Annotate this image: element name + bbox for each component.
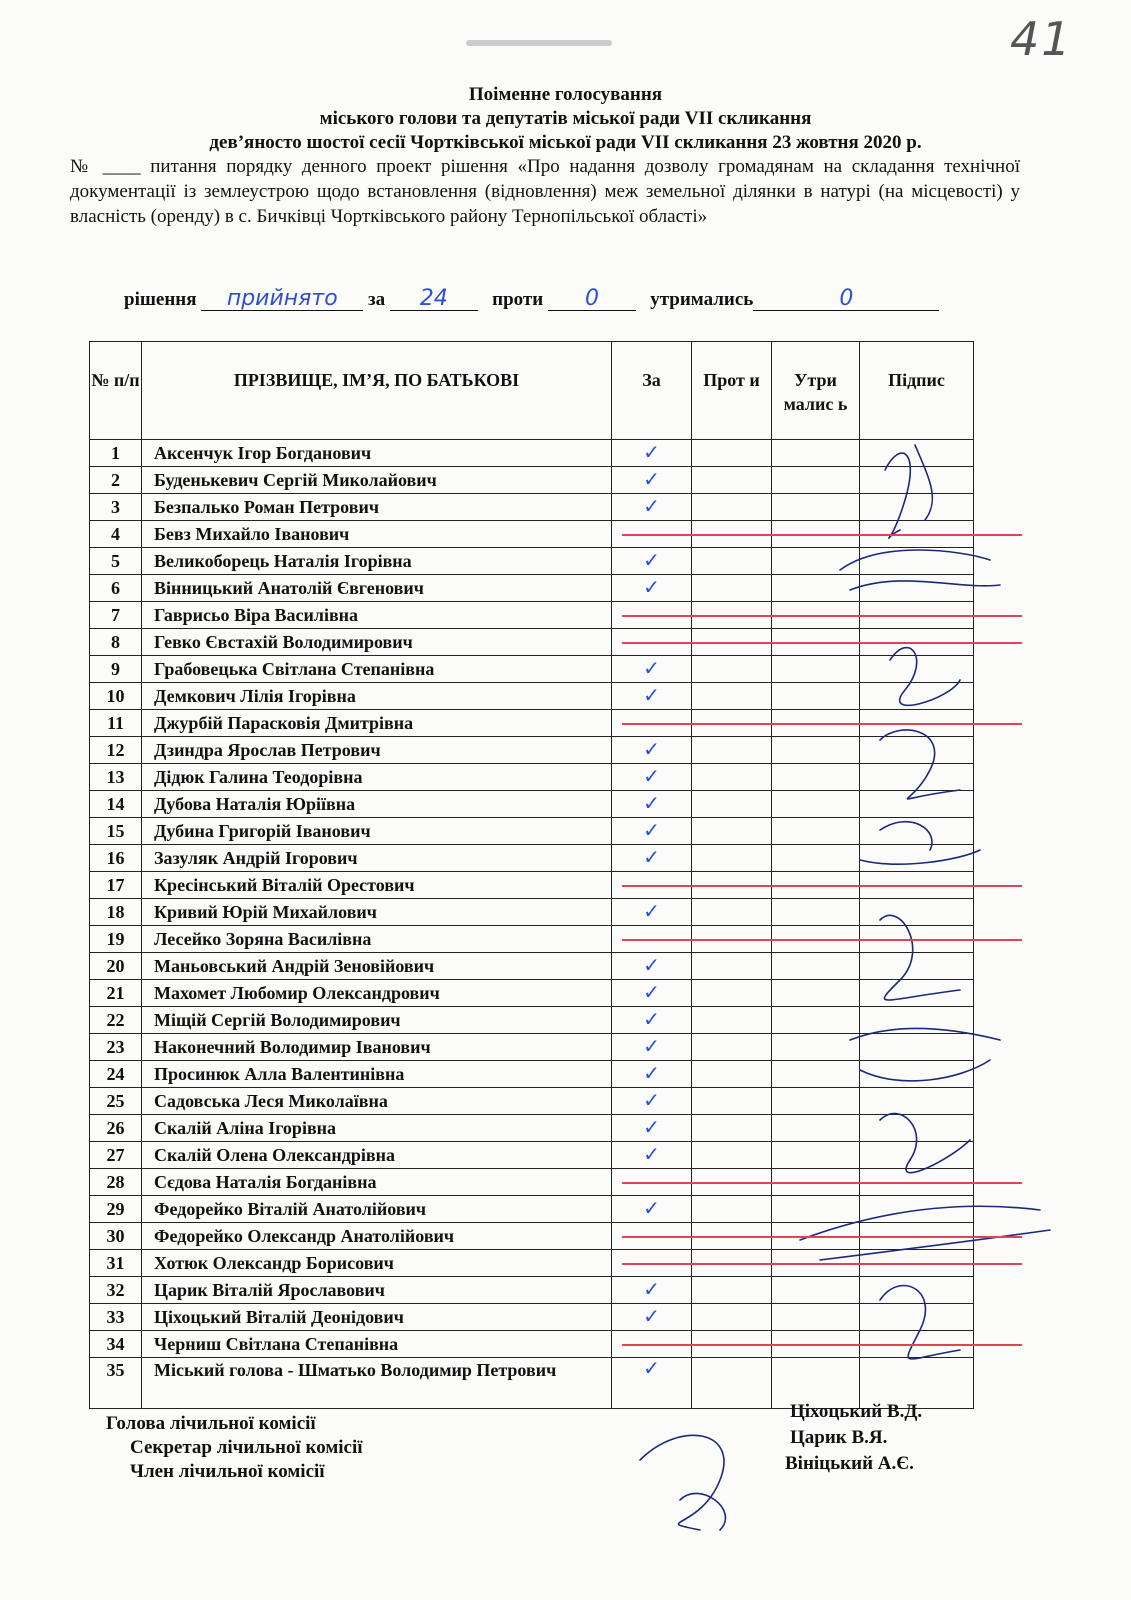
vote-against-cell bbox=[692, 1358, 772, 1409]
col-header-for: За bbox=[612, 342, 692, 440]
signature-cell bbox=[860, 1007, 974, 1034]
vote-against-cell bbox=[692, 1304, 772, 1331]
vote-for-cell bbox=[612, 953, 692, 980]
signature-cell bbox=[860, 980, 974, 1007]
row-number: 10 bbox=[90, 683, 142, 710]
vote-against-cell bbox=[692, 656, 772, 683]
signature-cell bbox=[860, 899, 974, 926]
deputy-name: Хотюк Олександр Борисович bbox=[142, 1250, 612, 1277]
row-number: 33 bbox=[90, 1304, 142, 1331]
table-row bbox=[90, 764, 974, 791]
deputy-name: Міський голова - Шматько Володимир Петрович bbox=[142, 1358, 612, 1409]
row-number: 19 bbox=[90, 926, 142, 953]
table-row bbox=[90, 440, 974, 467]
checkmark-icon: ✓ bbox=[643, 899, 660, 923]
deputy-name: Кресінський Віталій Орестович bbox=[142, 872, 612, 899]
checkmark-icon: ✓ bbox=[643, 1304, 660, 1328]
signature-cell bbox=[860, 494, 974, 521]
session-line: дев’яносто шостої сесії Чортківської міської ради VІІ скликання 23 жовтня 2020 р. bbox=[209, 132, 922, 153]
commission-chair-name: Ціхоцький В.Д. bbox=[790, 1401, 923, 1422]
vote-abstained-cell bbox=[772, 683, 860, 710]
absence-strike-line bbox=[622, 534, 1022, 536]
absence-strike-line bbox=[622, 1182, 1022, 1184]
vote-abstained-cell bbox=[772, 656, 860, 683]
row-number: 29 bbox=[90, 1196, 142, 1223]
deputy-name: Міщій Сергій Володимирович bbox=[142, 1007, 612, 1034]
checkmark-icon: ✓ bbox=[643, 1034, 660, 1058]
row-number: 8 bbox=[90, 629, 142, 656]
row-number: 25 bbox=[90, 1088, 142, 1115]
deputy-name: Зазуляк Андрій Ігорович bbox=[142, 845, 612, 872]
signature-cell bbox=[860, 683, 974, 710]
vote-against-cell bbox=[692, 791, 772, 818]
row-number: 17 bbox=[90, 872, 142, 899]
vote-abstained-cell bbox=[772, 494, 860, 521]
commission-chair-label: Голова лічильної комісії bbox=[106, 1413, 316, 1434]
table-row bbox=[90, 1088, 974, 1115]
signature-cell bbox=[860, 845, 974, 872]
commission-secretary-label: Секретар лічильної комісії bbox=[130, 1437, 363, 1458]
vote-against-cell bbox=[692, 467, 772, 494]
signature-cell bbox=[860, 548, 974, 575]
deputy-name: Гаврисьо Віра Василівна bbox=[142, 602, 612, 629]
checkmark-icon: ✓ bbox=[643, 1196, 660, 1220]
signature-cell bbox=[860, 1061, 974, 1088]
vote-abstained-cell bbox=[772, 980, 860, 1007]
vote-for-cell bbox=[612, 764, 692, 791]
vote-for-cell bbox=[612, 980, 692, 1007]
vote-abstained-cell bbox=[772, 1196, 860, 1223]
against-label: проти bbox=[492, 289, 544, 310]
vote-table bbox=[89, 341, 974, 1409]
vote-abstained-cell bbox=[772, 764, 860, 791]
vote-against-cell bbox=[692, 1034, 772, 1061]
agenda-question: № ____ питання порядку денного проект рішення «Про надання дозволу громадянам на складання технічної документації із землеустрою щодо встановлення (відновлення) меж земельної ділянки в натурі (на місцевості) у власність (оренду) в с. Бичківці Чортківського району Тернопільської області» bbox=[70, 156, 1020, 227]
deputy-name: Черниш Світлана Степанівна bbox=[142, 1331, 612, 1358]
deputy-name: Федорейко Віталій Анатолійович bbox=[142, 1196, 612, 1223]
checkmark-icon: ✓ bbox=[643, 683, 660, 707]
signature-cell bbox=[860, 656, 974, 683]
row-number: 9 bbox=[90, 656, 142, 683]
table-row bbox=[90, 1007, 974, 1034]
checkmark-icon: ✓ bbox=[643, 1007, 660, 1031]
vote-for-cell bbox=[612, 1277, 692, 1304]
vote-against-cell bbox=[692, 1007, 772, 1034]
vote-for-cell bbox=[612, 440, 692, 467]
deputy-name: Дідюк Галина Теодорівна bbox=[142, 764, 612, 791]
table-row bbox=[90, 467, 974, 494]
row-number: 4 bbox=[90, 521, 142, 548]
signature-cell bbox=[860, 791, 974, 818]
signature-cell bbox=[860, 1196, 974, 1223]
table-row bbox=[90, 899, 974, 926]
deputy-name: Федорейко Олександр Анатолійович bbox=[142, 1223, 612, 1250]
checkmark-icon: ✓ bbox=[643, 737, 660, 761]
table-row bbox=[90, 845, 974, 872]
signature-cell bbox=[860, 467, 974, 494]
vote-abstained-cell bbox=[772, 737, 860, 764]
deputy-name: Скалій Олена Олександрівна bbox=[142, 1142, 612, 1169]
page-number: 41 bbox=[1010, 12, 1073, 66]
vote-for-cell bbox=[612, 683, 692, 710]
vote-for-cell bbox=[612, 548, 692, 575]
row-number: 31 bbox=[90, 1250, 142, 1277]
checkmark-icon: ✓ bbox=[643, 575, 660, 599]
vote-against-cell bbox=[692, 845, 772, 872]
checkmark-icon: ✓ bbox=[643, 494, 660, 518]
commission-member-name: Вініцький А.Є. bbox=[785, 1453, 914, 1474]
deputy-name: Скалій Аліна Ігорівна bbox=[142, 1115, 612, 1142]
row-number: 5 bbox=[90, 548, 142, 575]
row-number: 23 bbox=[90, 1034, 142, 1061]
signature-cell bbox=[860, 1034, 974, 1061]
signature-cell bbox=[860, 1277, 974, 1304]
vote-against-cell bbox=[692, 737, 772, 764]
col-header-against: Прот и bbox=[692, 342, 772, 440]
checkmark-icon: ✓ bbox=[643, 1142, 660, 1166]
row-number: 30 bbox=[90, 1223, 142, 1250]
row-number: 11 bbox=[90, 710, 142, 737]
table-row bbox=[90, 1061, 974, 1088]
row-number: 21 bbox=[90, 980, 142, 1007]
vote-abstained-cell bbox=[772, 440, 860, 467]
deputy-name: Ціхоцький Віталій Деонідович bbox=[142, 1304, 612, 1331]
checkmark-icon: ✓ bbox=[643, 980, 660, 1004]
row-number: 28 bbox=[90, 1169, 142, 1196]
row-number: 12 bbox=[90, 737, 142, 764]
signature-cell bbox=[860, 737, 974, 764]
checkmark-icon: ✓ bbox=[643, 467, 660, 491]
signature-cell bbox=[860, 1088, 974, 1115]
vote-against-cell bbox=[692, 494, 772, 521]
table-row bbox=[90, 656, 974, 683]
vote-against-cell bbox=[692, 1277, 772, 1304]
table-row bbox=[90, 1277, 974, 1304]
deputy-name: Дзиндра Ярослав Петрович bbox=[142, 737, 612, 764]
absence-strike-line bbox=[622, 615, 1022, 617]
signature-cell bbox=[860, 440, 974, 467]
vote-against-cell bbox=[692, 683, 772, 710]
vote-for-cell bbox=[612, 899, 692, 926]
vote-against-cell bbox=[692, 1142, 772, 1169]
abstained-label: утримались bbox=[650, 289, 754, 310]
vote-abstained-cell bbox=[772, 791, 860, 818]
vote-against-cell bbox=[692, 548, 772, 575]
vote-abstained-cell bbox=[772, 1115, 860, 1142]
signature-cell bbox=[860, 575, 974, 602]
signature-cell bbox=[860, 953, 974, 980]
document-subtitle: міського голови та депутатів міської ради VІІ скликання bbox=[319, 108, 812, 129]
row-number: 20 bbox=[90, 953, 142, 980]
vote-against-cell bbox=[692, 764, 772, 791]
deputy-name: Дубина Григорій Іванович bbox=[142, 818, 612, 845]
checkmark-icon: ✓ bbox=[643, 1115, 660, 1139]
abstained-count: 0 bbox=[753, 288, 939, 311]
row-number: 15 bbox=[90, 818, 142, 845]
vote-against-cell bbox=[692, 899, 772, 926]
row-number: 27 bbox=[90, 1142, 142, 1169]
col-header-signature: Підпис bbox=[860, 342, 974, 440]
deputy-name: Аксенчук Ігор Богданович bbox=[142, 440, 612, 467]
vote-abstained-cell bbox=[772, 1034, 860, 1061]
table-row bbox=[90, 953, 974, 980]
vote-for-cell bbox=[612, 1142, 692, 1169]
vote-abstained-cell bbox=[772, 467, 860, 494]
absence-strike-line bbox=[622, 939, 1022, 941]
signature-cell bbox=[860, 1115, 974, 1142]
vote-for-cell bbox=[612, 1115, 692, 1142]
decision-label: рішення bbox=[124, 289, 197, 310]
col-header-number: № п/п bbox=[90, 342, 142, 440]
vote-for-cell bbox=[612, 494, 692, 521]
deputy-name: Кривий Юрій Михайлович bbox=[142, 899, 612, 926]
vote-for-cell bbox=[612, 1088, 692, 1115]
deputy-name: Наконечний Володимир Іванович bbox=[142, 1034, 612, 1061]
table-row bbox=[90, 1196, 974, 1223]
row-number: 24 bbox=[90, 1061, 142, 1088]
vote-abstained-cell bbox=[772, 1007, 860, 1034]
vote-for-cell bbox=[612, 737, 692, 764]
decision-value: прийнято bbox=[201, 288, 363, 311]
row-number: 1 bbox=[90, 440, 142, 467]
deputy-name: Буденькевич Сергій Миколайович bbox=[142, 467, 612, 494]
deputy-name: Махомет Любомир Олександрович bbox=[142, 980, 612, 1007]
vote-for-cell bbox=[612, 1007, 692, 1034]
row-number: 3 bbox=[90, 494, 142, 521]
vote-for-cell bbox=[612, 1196, 692, 1223]
checkmark-icon: ✓ bbox=[643, 953, 660, 977]
deputy-name: Царик Віталій Ярославович bbox=[142, 1277, 612, 1304]
table-row bbox=[90, 575, 974, 602]
row-number: 13 bbox=[90, 764, 142, 791]
table-row bbox=[90, 737, 974, 764]
row-number: 35 bbox=[90, 1358, 142, 1409]
vote-for-cell bbox=[612, 656, 692, 683]
document-title: Поіменне голосування bbox=[468, 84, 663, 105]
vote-against-cell bbox=[692, 818, 772, 845]
deputy-name: Маньовський Андрій Зеновійович bbox=[142, 953, 612, 980]
row-number: 22 bbox=[90, 1007, 142, 1034]
vote-abstained-cell bbox=[772, 1088, 860, 1115]
deputy-name: Грабовецька Світлана Степанівна bbox=[142, 656, 612, 683]
faded-stamp-mark bbox=[466, 40, 612, 46]
absence-strike-line bbox=[622, 885, 1022, 887]
vote-for-cell bbox=[612, 818, 692, 845]
absence-strike-line bbox=[622, 1236, 1022, 1238]
absence-strike-line bbox=[622, 642, 1022, 644]
deputy-name: Лесейко Зоряна Василівна bbox=[142, 926, 612, 953]
table-row bbox=[90, 818, 974, 845]
table-row bbox=[90, 1034, 974, 1061]
vote-for-cell bbox=[612, 845, 692, 872]
row-number: 32 bbox=[90, 1277, 142, 1304]
commission-member-label: Член лічильної комісії bbox=[130, 1461, 325, 1482]
vote-against-cell bbox=[692, 1115, 772, 1142]
signature-cell bbox=[860, 818, 974, 845]
checkmark-icon: ✓ bbox=[643, 548, 660, 572]
row-number: 26 bbox=[90, 1115, 142, 1142]
deputy-name: Сєдова Наталія Богданівна bbox=[142, 1169, 612, 1196]
decision-summary bbox=[124, 288, 939, 311]
vote-against-cell bbox=[692, 1088, 772, 1115]
checkmark-icon: ✓ bbox=[643, 656, 660, 680]
vote-for-cell bbox=[612, 1304, 692, 1331]
checkmark-icon: ✓ bbox=[643, 818, 660, 842]
row-number: 6 bbox=[90, 575, 142, 602]
checkmark-icon: ✓ bbox=[643, 1356, 660, 1380]
signature-cell bbox=[860, 1142, 974, 1169]
for-label: за bbox=[368, 289, 386, 310]
checkmark-icon: ✓ bbox=[643, 845, 660, 869]
table-row bbox=[90, 1304, 974, 1331]
against-count: 0 bbox=[548, 288, 636, 311]
row-number: 18 bbox=[90, 899, 142, 926]
vote-abstained-cell bbox=[772, 953, 860, 980]
vote-abstained-cell bbox=[772, 845, 860, 872]
vote-for-cell bbox=[612, 791, 692, 818]
signature-cell bbox=[860, 764, 974, 791]
table-row bbox=[90, 980, 974, 1007]
absence-strike-line bbox=[622, 723, 1022, 725]
vote-abstained-cell bbox=[772, 1061, 860, 1088]
deputy-name: Садовська Леся Миколаївна bbox=[142, 1088, 612, 1115]
vote-against-cell bbox=[692, 953, 772, 980]
signature-cell bbox=[860, 1304, 974, 1331]
vote-against-cell bbox=[692, 575, 772, 602]
deputy-name: Безпалько Роман Петрович bbox=[142, 494, 612, 521]
col-header-name: ПРІЗВИЩЕ, ІМ’Я, ПО БАТЬКОВІ bbox=[142, 342, 612, 440]
vote-abstained-cell bbox=[772, 575, 860, 602]
commission-secretary-name: Царик В.Я. bbox=[790, 1427, 888, 1448]
deputy-name: Гевко Євстахій Володимирович bbox=[142, 629, 612, 656]
checkmark-icon: ✓ bbox=[643, 1277, 660, 1301]
table-row bbox=[90, 1142, 974, 1169]
commission-signature bbox=[640, 1435, 725, 1530]
vote-for-cell bbox=[612, 1034, 692, 1061]
vote-abstained-cell bbox=[772, 818, 860, 845]
vote-for-cell bbox=[612, 1061, 692, 1088]
vote-for-cell bbox=[612, 1358, 692, 1409]
absence-strike-line bbox=[622, 1263, 1022, 1265]
table-row bbox=[90, 791, 974, 818]
table-row bbox=[90, 683, 974, 710]
deputy-name: Джурбій Парасковія Дмитрівна bbox=[142, 710, 612, 737]
row-number: 34 bbox=[90, 1331, 142, 1358]
deputy-name: Великоборець Наталія Ігорівна bbox=[142, 548, 612, 575]
vote-against-cell bbox=[692, 440, 772, 467]
row-number: 7 bbox=[90, 602, 142, 629]
vote-against-cell bbox=[692, 1196, 772, 1223]
checkmark-icon: ✓ bbox=[643, 440, 660, 464]
vote-against-cell bbox=[692, 1061, 772, 1088]
vote-for-cell bbox=[612, 467, 692, 494]
checkmark-icon: ✓ bbox=[643, 1088, 660, 1112]
row-number: 14 bbox=[90, 791, 142, 818]
row-number: 2 bbox=[90, 467, 142, 494]
vote-abstained-cell bbox=[772, 1142, 860, 1169]
absence-strike-line bbox=[622, 1344, 1022, 1346]
checkmark-icon: ✓ bbox=[643, 791, 660, 815]
vote-against-cell bbox=[692, 980, 772, 1007]
table-row bbox=[90, 1115, 974, 1142]
deputy-name: Вінницький Анатолій Євгенович bbox=[142, 575, 612, 602]
vote-abstained-cell bbox=[772, 1277, 860, 1304]
vote-abstained-cell bbox=[772, 899, 860, 926]
deputy-name: Демкович Лілія Ігорівна bbox=[142, 683, 612, 710]
checkmark-icon: ✓ bbox=[643, 1061, 660, 1085]
row-number: 16 bbox=[90, 845, 142, 872]
deputy-name: Дубова Наталія Юріївна bbox=[142, 791, 612, 818]
checkmark-icon: ✓ bbox=[643, 764, 660, 788]
deputy-name: Бевз Михайло Іванович bbox=[142, 521, 612, 548]
vote-abstained-cell bbox=[772, 1304, 860, 1331]
deputy-name: Просинюк Алла Валентинівна bbox=[142, 1061, 612, 1088]
table-row bbox=[90, 548, 974, 575]
vote-for-cell bbox=[612, 575, 692, 602]
table-row bbox=[90, 494, 974, 521]
for-count: 24 bbox=[390, 288, 478, 311]
vote-abstained-cell bbox=[772, 548, 860, 575]
col-header-abstained: Утри малис ь bbox=[772, 342, 860, 440]
